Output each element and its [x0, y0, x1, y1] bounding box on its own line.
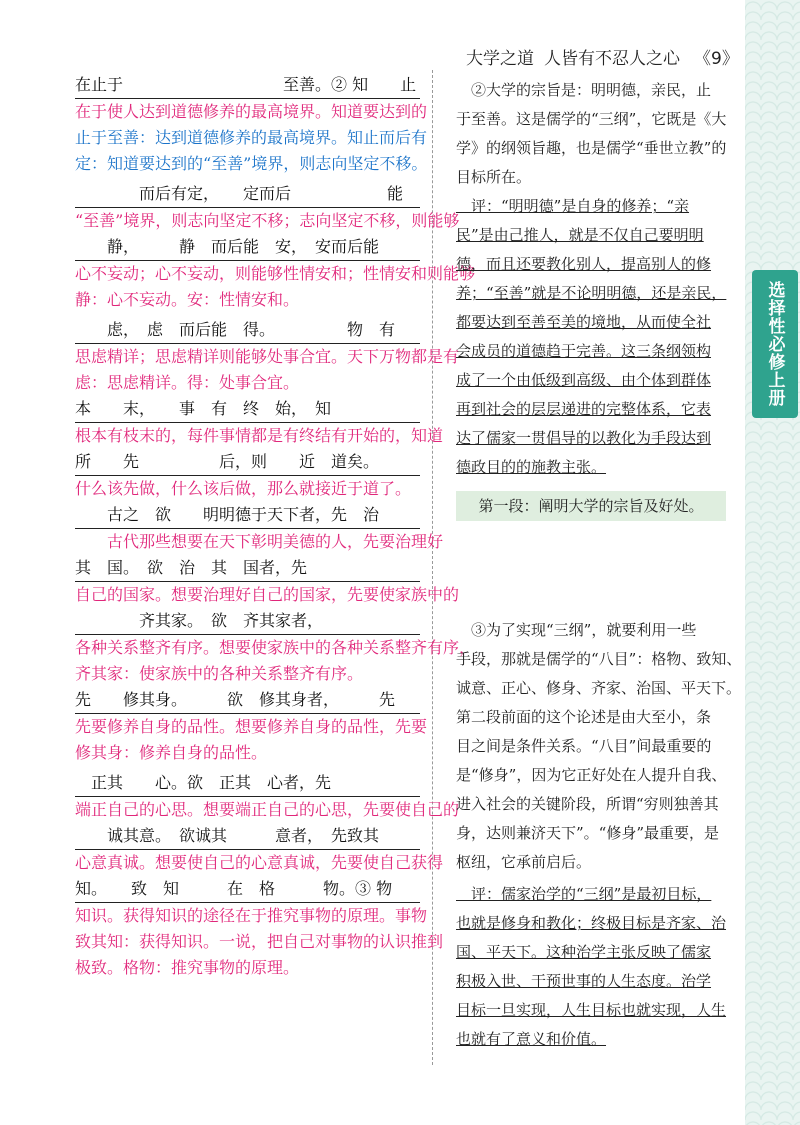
- paragraph-line: 诚意、正心、修身、齐家、治国、平天下。: [456, 679, 742, 697]
- translation-line: [75, 99, 428, 125]
- translation-line: [75, 529, 444, 555]
- paragraph-line: 积极入世、干预世事的人生态度。治学: [456, 972, 712, 990]
- line-text: 而后有定， 定而后 能: [75, 184, 404, 203]
- translation-line: [75, 423, 444, 449]
- paragraph-line: 德政目的的施教主张。: [456, 458, 607, 476]
- line-text: 知识。获得知识的途径在于推究事物的原理。事物: [75, 906, 428, 925]
- source-line: [75, 234, 420, 261]
- line-text: 齐其家：使家族中的各种关系整齐有序。: [75, 664, 364, 683]
- line-text: 静：心不妄动。安：性情安和。: [75, 290, 300, 309]
- left-column-annotated-text: [75, 72, 476, 981]
- line-text: 修其身：修养自身的品性。: [75, 743, 268, 762]
- source-line: [75, 181, 420, 208]
- translation-line: [75, 476, 420, 502]
- paragraph-line: 达了儒家一贯倡导的以教化为手段达到: [456, 429, 712, 447]
- paragraph-line: 养；“至善”就是不论明明德，还是亲民，: [456, 284, 727, 302]
- source-line: [75, 317, 420, 344]
- source-line: [75, 823, 420, 850]
- line-text: 心意真诚。想要使自己的心意真诚，先要使自己获得: [75, 853, 444, 872]
- line-text: 古之 欲 明明德于天下者，先 治: [75, 505, 380, 524]
- line-text: 极致。格物：推究事物的原理。: [75, 958, 300, 977]
- paragraph-line: 身，达则兼济天下”。“修身”最重要，是: [456, 824, 720, 842]
- page-header: [466, 44, 739, 69]
- paragraph-line: 目标一旦实现，人生目标也就实现，人生: [456, 1001, 727, 1019]
- translation-line: [75, 955, 420, 981]
- translation-line: [75, 661, 420, 687]
- line-text: 根本有枝末的，每件事情都是有终结有开始的，知道: [75, 426, 444, 445]
- source-line: [75, 502, 420, 529]
- paragraph-line: 评：“明明德”是自身的修养；“亲: [456, 197, 690, 215]
- translation-line: [75, 929, 444, 955]
- paragraph-line: 也就是修身和教化；终极目标是齐家、治: [456, 914, 727, 932]
- line-text: 心不妄动；心不妄动，则能够性情安和；性情安和则能够: [75, 264, 476, 283]
- page-number: 《9》: [694, 48, 739, 69]
- right-block-2: [456, 192, 726, 482]
- line-text: 古代那些想要在天下彰明美德的人，先要治理好: [75, 532, 444, 551]
- translation-line: [75, 635, 476, 661]
- translation-line: [75, 287, 420, 313]
- translation-line: [75, 151, 428, 177]
- line-text: 其 国。 欲 治 其 国者，先: [75, 558, 308, 577]
- book-title: 大学之道: [466, 48, 534, 69]
- paragraph-line: 国、平天下。这种治学主张反映了儒家: [456, 943, 712, 961]
- footnote-tail: ③ 物: [355, 879, 393, 898]
- translation-line: [75, 261, 476, 287]
- translation-line: [75, 903, 428, 929]
- source-line: [75, 396, 420, 423]
- line-text: 先 修其身。 欲 修其身者， 先: [75, 690, 396, 709]
- translation-line: [75, 344, 460, 370]
- line-text: 在止于 至善。: [75, 75, 332, 94]
- translation-line: [75, 208, 460, 234]
- source-line: [75, 449, 420, 476]
- line-text: “至善”境界，则志向坚定不移；志向坚定不移，则能够: [75, 211, 460, 230]
- paragraph-line: 手段，那就是儒学的“八目”：格物、致知、: [456, 650, 742, 668]
- paragraph-line: 成了一个由低级到高级、由个体到群体: [456, 371, 712, 389]
- paragraph-line: 是“修身”，因为它正好处在人提升自我、: [456, 766, 727, 784]
- line-text: 所 先 后，则 近 道矣。: [75, 452, 380, 471]
- right-block-4: [456, 880, 726, 1054]
- line-text: 在于使人达到道德修养的最高境界。知道要达到的: [75, 102, 428, 121]
- line-text: 止于至善：达到道德修养的最高境界。知止而后有: [75, 128, 428, 147]
- source-line: [75, 687, 420, 714]
- line-text: 致其知：获得知识。一说，把自己对事物的认识推到: [75, 932, 444, 951]
- source-line: [75, 876, 420, 903]
- translation-line: [75, 582, 460, 608]
- line-text: 先要修养自身的品性。想要修养自身的品性，先要: [75, 717, 428, 736]
- source-line: [75, 72, 420, 99]
- footnote-tail: ② 知 止: [331, 75, 417, 94]
- right-block-3: [456, 616, 742, 877]
- line-text: 正其 心。欲 正其 心者，先: [75, 773, 332, 792]
- translation-line: [75, 797, 460, 823]
- line-text: 静， 静 而后能 安， 安而后能: [75, 237, 380, 256]
- paragraph-line: ③为了实现“三纲”，就要利用一些: [456, 621, 697, 639]
- translation-line: [75, 740, 420, 766]
- translation-line: [75, 125, 428, 151]
- paragraph-line: 也就有了意义和价值。: [456, 1030, 607, 1048]
- line-text: 诚其意。 欲诚其 意者， 先致其: [75, 826, 380, 845]
- line-text: 虑：思虑精详。得：处事合宜。: [75, 373, 300, 392]
- paragraph-line: 目标所在。: [456, 168, 532, 186]
- translation-line: [75, 370, 420, 396]
- line-text: 定：知道要达到的“至善”境界，则志向坚定不移。: [75, 154, 428, 173]
- source-line: [75, 555, 420, 582]
- paragraph-line: 会成员的道德趋于完善。这三条纲领构: [456, 342, 712, 360]
- line-text: 思虑精详；思虑精详则能够处事合宜。天下万物都是有: [75, 347, 460, 366]
- line-text: 知。 致 知 在 格 物。: [75, 879, 356, 898]
- paragraph-line: 第二段前面的这个论述是由大至小，条: [456, 708, 712, 726]
- paragraph-line: 枢纽，它承前启后。: [456, 853, 592, 871]
- paragraph-line: ②大学的宗旨是：明明德，亲民，止: [456, 81, 712, 99]
- paragraph-line: 再到社会的层层递进的完整体系，它表: [456, 400, 712, 418]
- right-block-1: [456, 76, 726, 192]
- line-text: 各种关系整齐有序。想要使家族中的各种关系整齐有序，: [75, 638, 476, 657]
- line-text: 自己的国家。想要治理好自己的国家，先要使家族中的: [75, 585, 460, 604]
- side-tab-label: 选择性必修上册: [752, 270, 798, 418]
- paragraph-line: 都要达到至善至美的境地，从而使全社: [456, 313, 712, 331]
- source-line: [75, 608, 420, 635]
- paragraph-line: 进入社会的关键阶段，所谓“穷则独善其: [456, 795, 719, 813]
- section-summary: 第一段：阐明大学的宗旨及好处。: [456, 491, 726, 521]
- chapter-title: 人皆有不忍人之心: [544, 48, 680, 69]
- translation-line: [75, 714, 428, 740]
- line-text: 端正自己的心思。想要端正自己的心思，先要使自己的: [75, 800, 460, 819]
- paragraph-line: 学》的纲领旨趣，也是儒学“垂世立教”的: [456, 139, 727, 157]
- translation-line: [75, 850, 444, 876]
- paragraph-line: 评：儒家治学的“三纲”是最初目标，: [456, 885, 712, 903]
- paragraph-line: 德，而且还要教化别人，提高别人的修: [456, 255, 712, 273]
- paragraph-line: 目之间是条件关系。“八目”间最重要的: [456, 737, 712, 755]
- paragraph-line: 民”是由己推人，就是不仅自己要明明: [456, 226, 704, 244]
- source-line: [75, 770, 420, 797]
- side-decoration: [745, 0, 800, 1125]
- paragraph-line: 于至善。这是儒学的“三纲”，它既是《大: [456, 110, 727, 128]
- line-text: 齐其家。 欲 齐其家者，: [75, 611, 324, 630]
- line-text: 什么该先做，什么该后做，那么就接近于道了。: [75, 479, 412, 498]
- line-text: 虑， 虑 而后能 得。 物 有: [75, 320, 396, 339]
- line-text: 本 末， 事 有 终 始， 知: [75, 399, 332, 418]
